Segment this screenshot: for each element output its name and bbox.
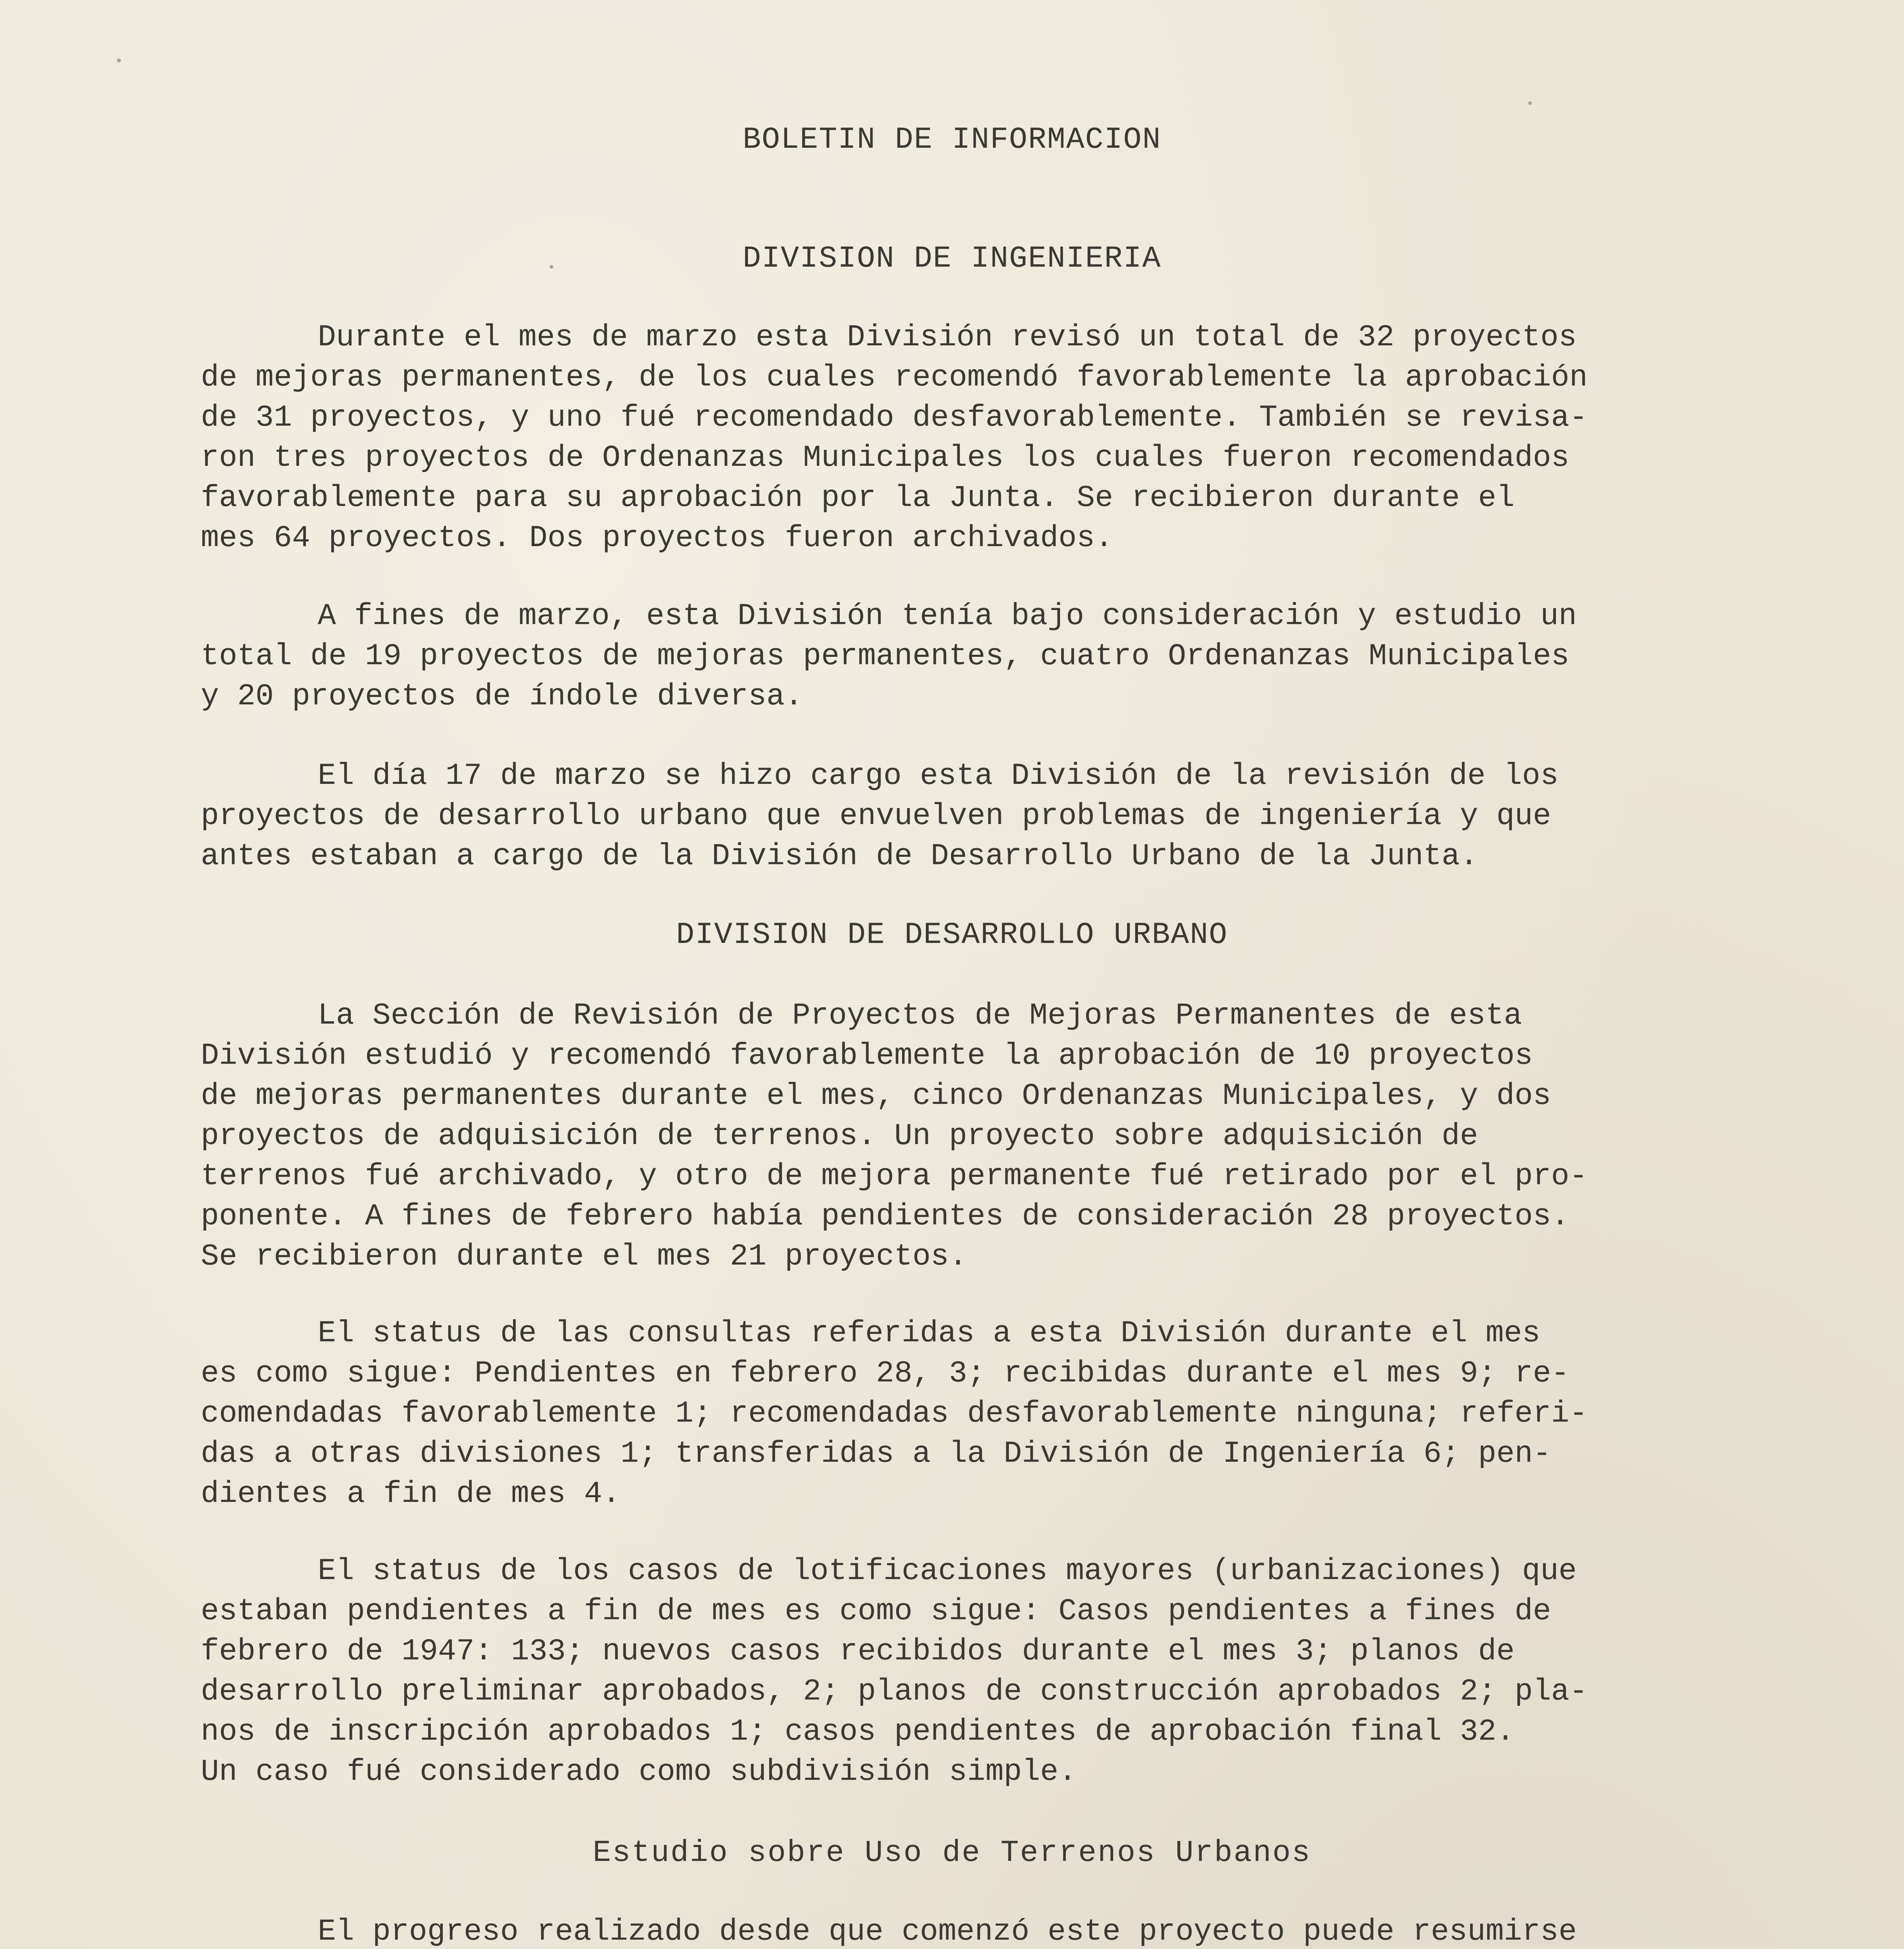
text-line: de 31 proyectos, y uno fué recomendado desfavorablemente. También se revisa- <box>201 401 1588 435</box>
text-line: total de 19 proyectos de mejoras permanentes, cuatro Ordenanzas Municipales <box>201 639 1570 674</box>
text-line: El status de los casos de lotificaciones mayores (urbanizaciones) que <box>318 1554 1577 1588</box>
text-line: mes 64 proyectos. Dos proyectos fueron archivados. <box>201 521 1113 555</box>
text-line: nos de inscripción aprobados 1; casos pendientes de aprobación final 32. <box>201 1715 1515 1749</box>
section-heading-uso-terrenos: Estudio sobre Uso de Terrenos Urbanos <box>593 1836 1311 1870</box>
text-line: División estudió y recomendó favorablemente la aprobación de 10 proyectos <box>201 1039 1533 1073</box>
text-line: El status de las consultas referidas a esta División durante el mes <box>318 1316 1541 1351</box>
paper-speck <box>1528 101 1532 105</box>
text-line: antes estaban a cargo de la División de Desarrollo Urbano de la Junta. <box>201 839 1478 874</box>
terrenos-paragraph-1 <box>201 1912 1706 1949</box>
text-line: das a otras divisiones 1; transferidas a la División de Ingeniería 6; pen- <box>201 1437 1551 1471</box>
text-line: dientes a fin de mes 4. <box>201 1477 621 1511</box>
text-line: de mejoras permanentes durante el mes, cinco Ordenanzas Municipales, y dos <box>201 1079 1551 1113</box>
ingenieria-paragraph-1 <box>201 318 1706 559</box>
text-line: y 20 proyectos de índole diversa. <box>201 679 803 714</box>
text-line: terrenos fué archivado, y otro de mejora permanente fué retirado por el pro- <box>201 1159 1588 1194</box>
desarrollo-paragraph-1 <box>201 996 1706 1277</box>
text-line: proyectos de adquisición de terrenos. Un proyecto sobre adquisición de <box>201 1119 1478 1153</box>
text-line: ron tres proyectos de Ordenanzas Municipales los cuales fueron recomendados <box>201 441 1570 475</box>
ingenieria-paragraph-3 <box>201 756 1706 877</box>
text-line: Un caso fué considerado como subdivisión simple. <box>201 1755 1077 1789</box>
text-line: Durante el mes de marzo esta División revisó un total de 32 proyectos <box>318 320 1577 355</box>
text-line: La Sección de Revisión de Proyectos de Mejoras Permanentes de esta <box>318 999 1522 1033</box>
desarrollo-paragraph-3 <box>201 1551 1706 1792</box>
text-line: El día 17 de marzo se hizo cargo esta División de la revisión de los <box>318 759 1559 793</box>
text-line: desarrollo preliminar aprobados, 2; planos de construcción aprobados 2; pla- <box>201 1675 1588 1709</box>
text-line: estaban pendientes a fin de mes es como sigue: Casos pendientes a fines de <box>201 1594 1551 1629</box>
text-line: febrero de 1947: 133; nuevos casos recibidos durante el mes 3; planos de <box>201 1634 1515 1669</box>
text-line: comendadas favorablemente 1; recomendadas desfavorablemente ninguna; referi- <box>201 1397 1588 1431</box>
text-line: ponente. A fines de febrero había pendientes de consideración 28 proyectos. <box>201 1199 1570 1234</box>
text-line: es como sigue: Pendientes en febrero 28, 3; recibidas durante el mes 9; re- <box>201 1357 1570 1391</box>
text-line: El progreso realizado desde que comenzó este proyecto puede resumirse <box>318 1915 1577 1949</box>
section-heading-ingenieria: DIVISION DE INGENIERIA <box>743 242 1161 276</box>
desarrollo-paragraph-2 <box>201 1314 1706 1514</box>
text-line: de mejoras permanentes, de los cuales recomendó favorablemente la aprobación <box>201 361 1588 395</box>
bulletin-title: BOLETIN DE INFORMACION <box>743 123 1161 157</box>
text-line: A fines de marzo, esta División tenía bajo consideración y estudio un <box>318 599 1577 633</box>
ingenieria-paragraph-2 <box>201 596 1706 717</box>
text-line: Se recibieron durante el mes 21 proyectos. <box>201 1240 967 1274</box>
section-heading-desarrollo-urbano: DIVISION DE DESARROLLO URBANO <box>676 918 1228 952</box>
text-line: favorablemente para su aprobación por la Junta. Se recibieron durante el <box>201 481 1515 515</box>
text-line: proyectos de desarrollo urbano que envuelven problemas de ingeniería y que <box>201 799 1551 833</box>
paper-speck <box>117 58 121 62</box>
